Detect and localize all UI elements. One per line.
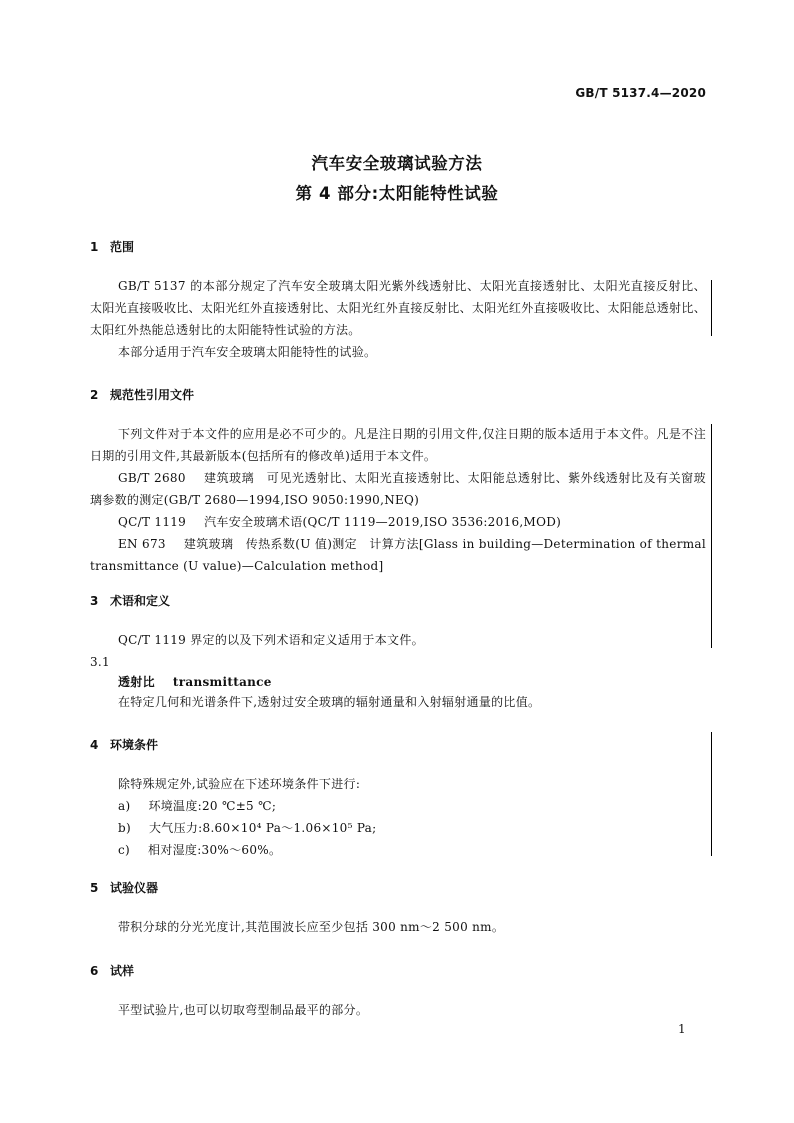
document-subtitle: 第 4 部分:太阳能特性试验 [295,184,499,203]
document-title: 汽车安全玻璃试验方法 [311,154,483,173]
page-number: 1 [678,1022,686,1036]
section-number: 2 [90,388,99,402]
section-title: 环境条件 [110,738,159,752]
reference-gbt2680 [90,467,706,511]
change-bar [711,732,712,856]
terms-intro: QC/T 1119 界定的以及下列术语和定义适用于本文件。 [118,633,424,647]
reference-code: EN 673 [118,537,166,551]
section-5-heading [90,879,158,896]
section-number: 5 [90,881,99,895]
reference-title: 汽车安全玻璃术语(QC/T 1119—2019,ISO 3536:2016,MOD) [204,515,562,529]
subclause-number: 3.1 [90,655,110,669]
section-4-heading [90,736,158,753]
section-title: 试样 [110,964,135,978]
list-item-temperature [118,795,276,817]
change-bar [711,424,712,648]
reference-title: 建筑玻璃 可见光透射比、太阳光直接透射比、太阳能总透射比、紫外线透射比及有关窗玻璃参数的测定(GB/T 2680—1994,ISO 9050:1990,NEQ) [90,471,706,507]
scope-paragraph: GB/T 5137 的本部分规定了汽车安全玻璃太阳光紫外线透射比、太阳光直接透射比、太阳光直接反射比、太阳光直接吸收比、太阳光红外直接透射比、太阳光红外直接反射比、太阳光红外直接吸收比、太阳能总透射比、太阳红外热能总透射比的太阳能特性试验的方法。 [90,279,706,337]
section-number: 3 [90,594,99,608]
reference-qct1119 [90,511,706,533]
section-6-heading [90,962,134,979]
reference-title: 建筑玻璃 传热系数(U 值)测定 计算方法[Glass in building—Determination of thermal transmittance (U value)—Calculation method] [90,537,706,573]
list-item-humidity [118,839,281,861]
list-item-pressure [118,817,376,839]
specimen-paragraph: 平型试验片,也可以切取弯型制品最平的部分。 [118,1003,369,1017]
section-number: 4 [90,738,99,752]
list-label: a) [118,799,131,813]
list-text: 大气压力:8.60×10⁴ Pa～1.06×10⁵ Pa; [148,821,377,835]
list-label: c) [118,843,131,857]
section-title: 范围 [110,240,135,254]
change-bar [711,280,712,336]
environment-intro: 除特殊规定外,试验应在下述环境条件下进行: [118,777,361,791]
section-number: 1 [90,240,99,254]
section-title: 试验仪器 [110,881,159,895]
reference-code: GB/T 2680 [118,471,186,485]
section-number: 6 [90,964,99,978]
apparatus-paragraph: 带积分球的分光光度计,其范围波长应至少包括 300 nm～2 500 nm。 [118,920,505,934]
list-text: 环境温度:20 ℃±5 ℃; [148,799,277,813]
section-title: 术语和定义 [110,594,171,608]
section-title: 规范性引用文件 [110,388,195,402]
term-english: transmittance [172,675,272,689]
reference-en673 [90,533,706,577]
term-entry [118,671,272,693]
reference-code: QC/T 1119 [118,515,187,529]
section-3-heading [90,592,170,609]
list-text: 相对湿度:30%～60%。 [148,843,282,857]
section-2-heading [90,386,194,403]
normative-intro: 下列文件对于本文件的应用是必不可少的。凡是注日期的引用文件,仅注日期的版本适用于本文件。凡是不注日期的引用文件,其最新版本(包括所有的修改单)适用于本文件。 [90,427,706,463]
scope-applicability: 本部分适用于汽车安全玻璃太阳能特性的试验。 [118,345,377,359]
standard-number: GB/T 5137.4—2020 [575,86,706,100]
section-1-heading [90,238,134,255]
term-chinese: 透射比 [118,675,155,689]
list-label: b) [118,821,131,835]
term-definition: 在特定几何和光谱条件下,透射过安全玻璃的辐射通量和入射辐射通量的比值。 [118,695,541,709]
